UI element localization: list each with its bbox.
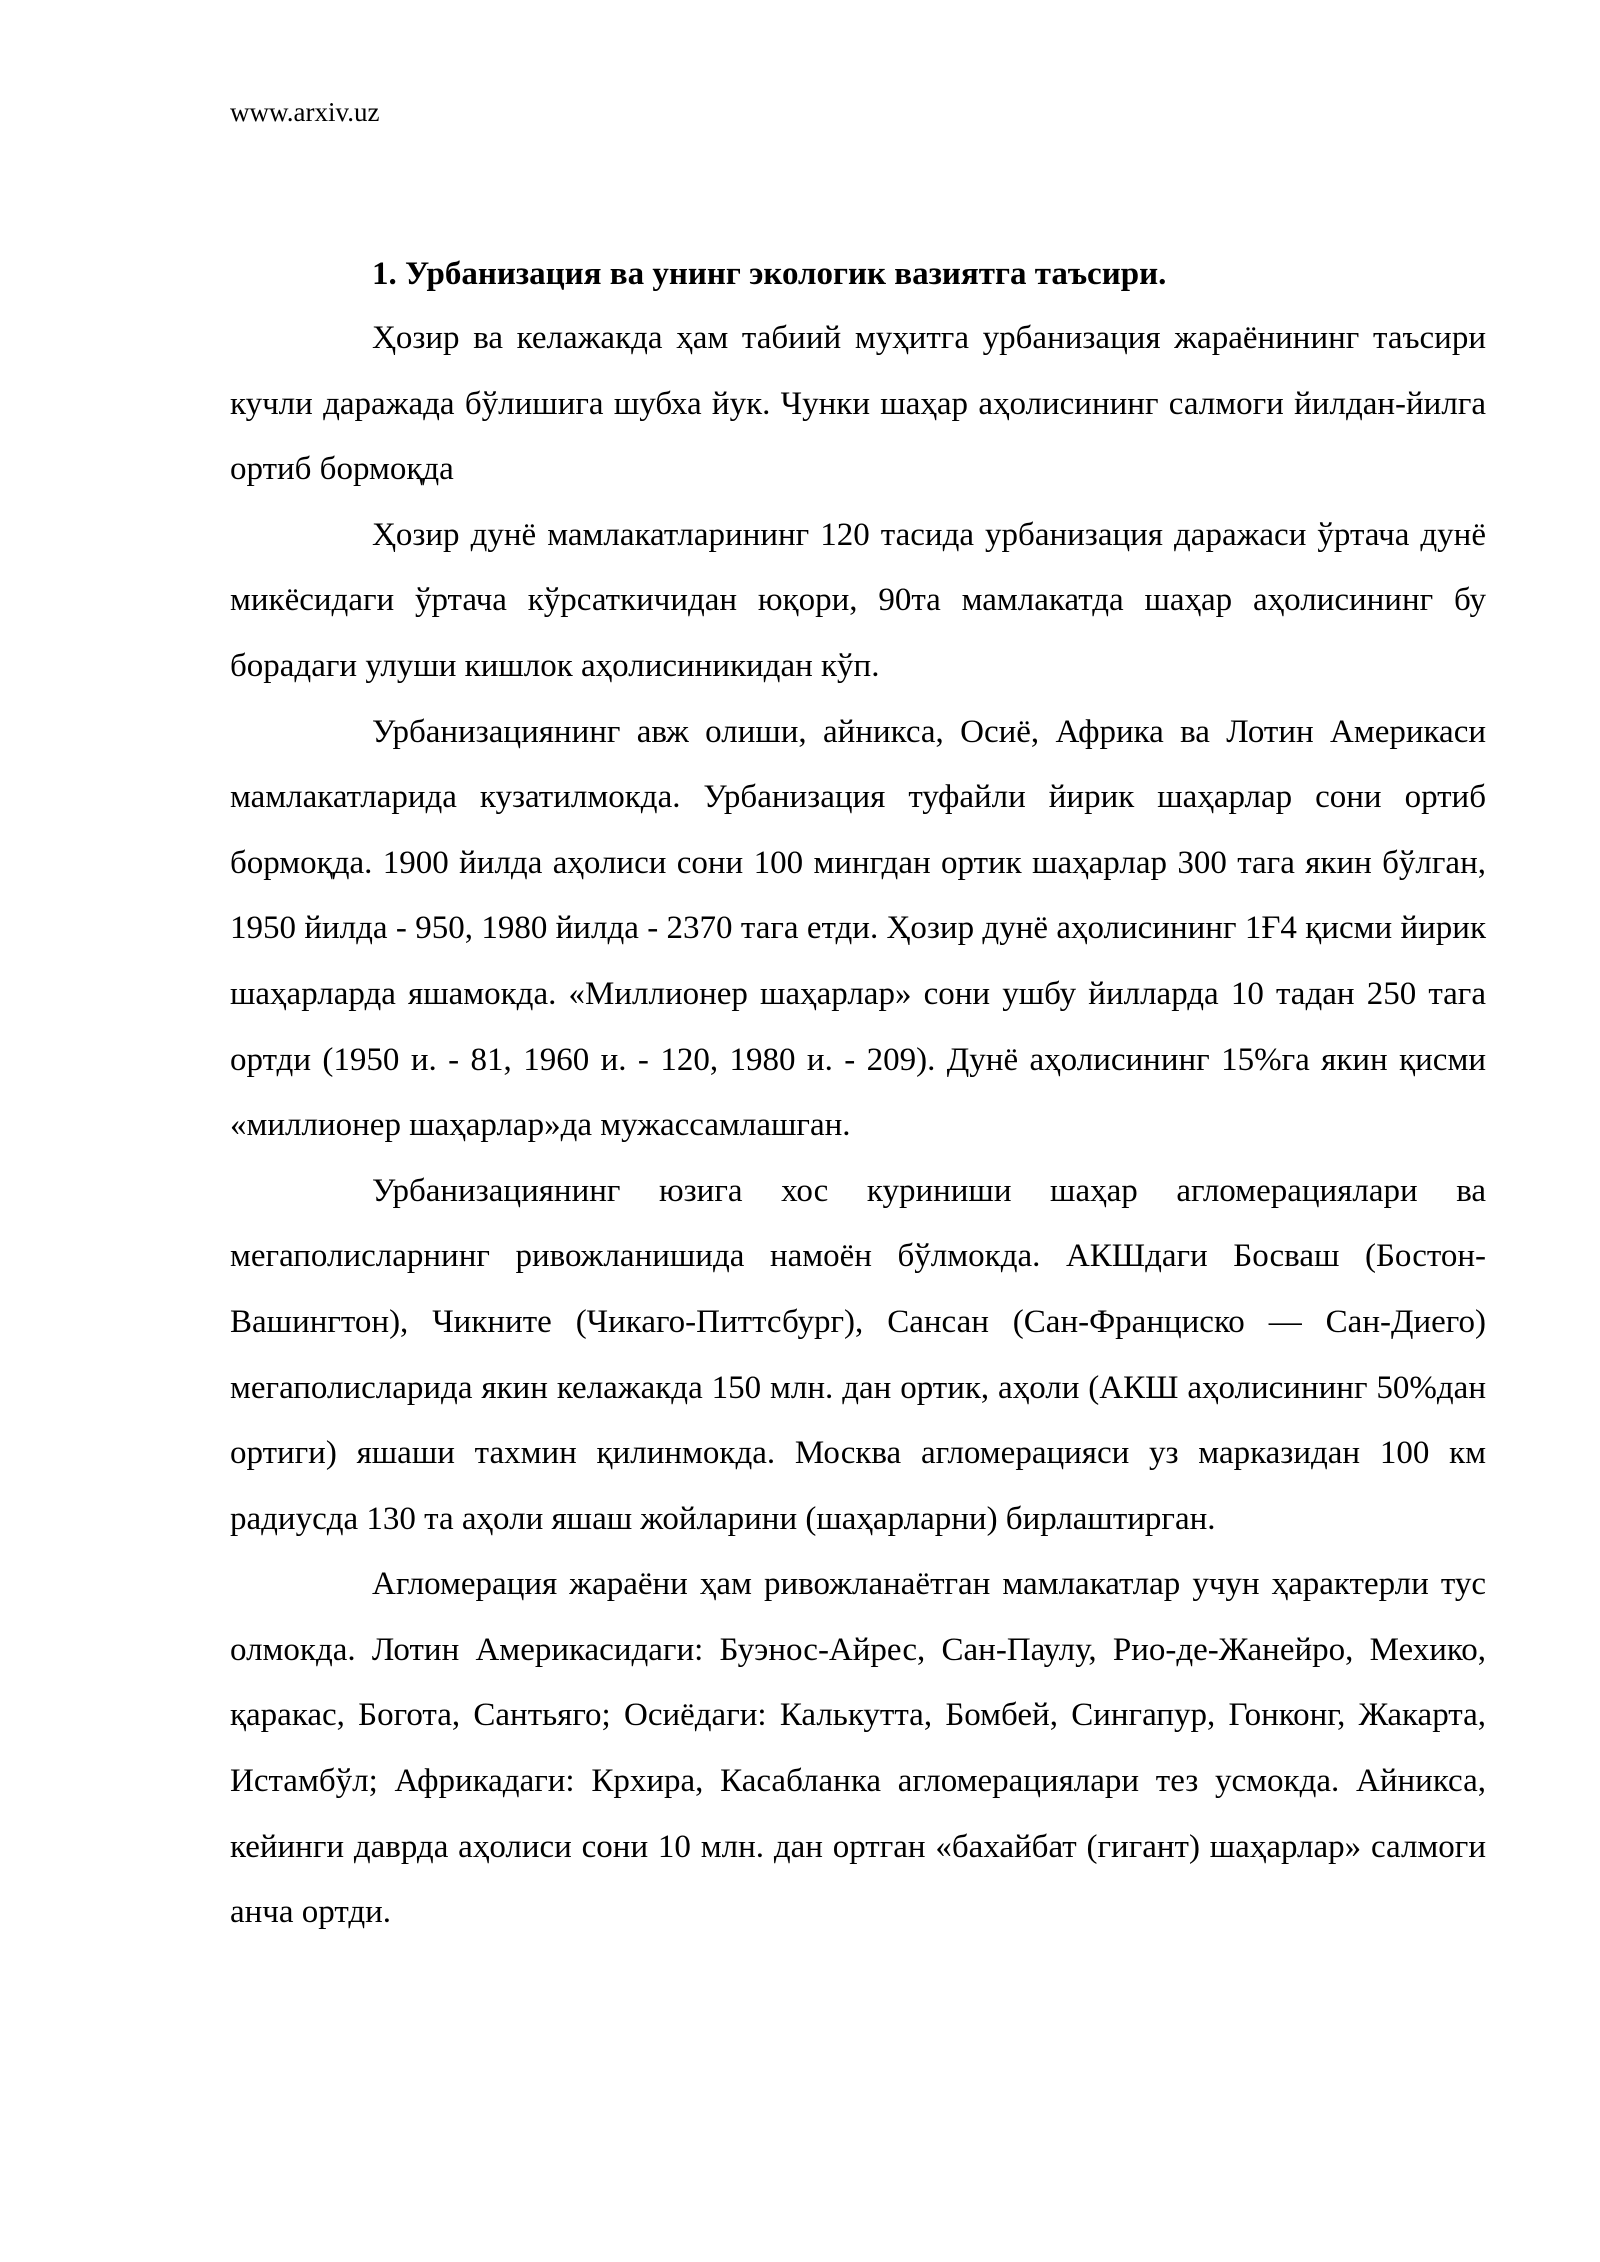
paragraph-2: Ҳозир дунё мамлакатларининг 120 тасида урбанизация даражаси ўртача дунё микёсидаги ўртача кўрсаткичидан юқори, 90та мамлакатда шаҳар аҳолисининг бу борадаги улуши кишлок аҳолисиникидан кўп. [230, 516, 1486, 684]
document-body [230, 252, 1486, 1946]
paragraph-4: Урбанизациянинг юзига хос куриниши шаҳар агломерациялари ва мегаполисларнинг ривожланишида намоён бўлмокда. АКШдаги Босваш (Бостон-Вашингтон), Чикните (Чикаго-Питтсбург), Сансан (Сан-Франциско — Сан-Диего) мегаполисларида якин келажакда 150 млн. дан ортик, аҳоли (АКШ аҳолисининг 50%дан ортиги) яшаши тахмин қилинмокда. Москва агломерацияси уз марказидан 100 км радиусда 130 та аҳоли яшаш жойларини (шаҳарларни) бирлаштирган. [230, 1172, 1486, 1537]
header-url: www.arxiv.uz [230, 97, 380, 127]
paragraph-1: Ҳозир ва келажакда ҳам табиий муҳитга урбанизация жараёнининг таъсири кучли даражада бўлишига шубха йук. Чунки шаҳар аҳолисининг салмоги йилдан-йилга ортиб бормоқда [230, 320, 1486, 488]
title-spacer [230, 296, 1486, 306]
paragraph-3: Урбанизациянинг авж олиши, айникса, Осиё, Африка ва Лотин Америкаси мамлакатларида кузатилмокда. Урбанизация туфайли йирик шаҳарлар сони ортиб бормоқда. 1900 йилда аҳолиси сони 100 мингдан ортик шаҳарлар 300 тага якин бўлган, 1950 йилда - 950, 1980 йилда - 2370 тага етди. Ҳозир дунё аҳолисининг 1Ғ4 қисми йирик шаҳарларда яшамокда. «Миллионер шаҳарлар» сони ушбу йилларда 10 тадан 250 тага ортди (1950 и. - 81, 1960 и. - 120, 1980 и. - 209). Дунё аҳолисининг 15%га якин қисми «миллионер шаҳарлар»да мужассамлашган. [230, 713, 1486, 1144]
section-title: 1. Урбанизация ва унинг экологик вазиятга таъсири. [372, 256, 1167, 292]
paragraph-5: Агломерация жараёни ҳам ривожланаётган мамлакатлар учун ҳарактерли тус олмокда. Лотин Америкасидаги: Буэнос-Айрес, Сан-Паулу, Рио-де-Жанейро, Мехико, қаракас, Богота, Сантьяго; Осиёдаги: Калькутта, Бомбей, Сингапур, Гонконг, Жакарта, Истамбўл; Африкадаги: Крхира, Касабланка агломерациялари тез усмокда. Айникса, кейинги даврда аҳолиси сони 10 млн. дан ортган «бахайбат (гигант) шаҳарлар» салмоги анча ортди. [230, 1566, 1486, 1931]
